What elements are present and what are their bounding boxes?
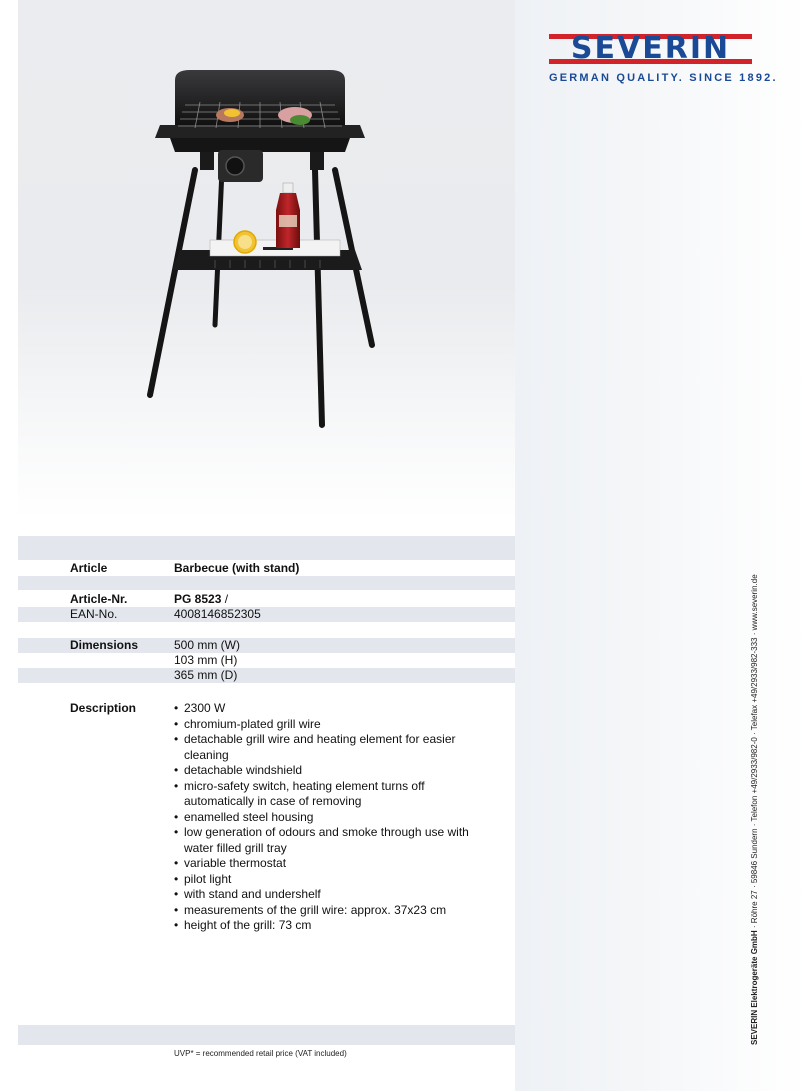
ean-label: EAN-No. <box>70 607 118 621</box>
dimension-height-row <box>18 653 515 668</box>
article-value: Barbecue (with stand) <box>174 561 300 575</box>
dimension-depth-row <box>18 668 515 683</box>
company-address: · Röhre 27 · 59846 Sundern · Telefon +49/2933/982-0 · Telefax +49/2933/982-333 · www.severin.de <box>750 574 759 931</box>
table-band <box>18 576 515 590</box>
article-row <box>18 561 515 576</box>
barbecue-product-image <box>140 70 390 450</box>
article-nr-suffix: / <box>221 592 229 606</box>
footnote: UVP* = recommended retail price (VAT included) <box>174 1049 347 1058</box>
dimension-height: 103 mm (H) <box>174 653 238 667</box>
description-item: • 2300 W <box>174 701 474 717</box>
dimension-depth: 365 mm (D) <box>174 668 238 682</box>
article-nr-value: PG 8523 <box>174 592 222 606</box>
description-item: • detachable windshield <box>174 763 474 779</box>
table-band <box>18 536 515 560</box>
article-nr-label: Article-Nr. <box>70 592 128 606</box>
dimensions-row <box>18 638 515 653</box>
article-nr-row <box>18 592 515 607</box>
table-spacer <box>18 622 515 637</box>
article-nr-value-wrap <box>174 592 228 607</box>
description-item: • enamelled steel housing <box>174 810 474 826</box>
description-item: • low generation of odours and smoke through use with water filled grill tray <box>174 825 474 856</box>
description-item: • measurements of the grill wire: approx. 37x23 cm <box>174 903 474 919</box>
logo-wordmark <box>549 30 752 68</box>
description-item: • pilot light <box>174 872 474 888</box>
logo-tagline: GERMAN QUALITY. SINCE 1892. <box>549 72 778 84</box>
severin-logo <box>549 30 778 84</box>
company-address-vertical <box>750 574 759 1045</box>
dimensions-label: Dimensions <box>70 638 139 652</box>
description-item: • height of the grill: 73 cm <box>174 918 474 934</box>
description-list <box>174 701 474 934</box>
description-item: • detachable grill wire and heating element for easier cleaning <box>174 732 474 763</box>
company-name: SEVERIN Elektrogeräte GmbH <box>750 930 759 1045</box>
description-item: • micro-safety switch, heating element turns off automatically in case of removing <box>174 779 474 810</box>
dimension-width: 500 mm (W) <box>174 638 240 652</box>
description-item: • variable thermostat <box>174 856 474 872</box>
table-band <box>18 1025 515 1045</box>
description-item: • with stand and undershelf <box>174 887 474 903</box>
ean-row <box>18 607 515 622</box>
logo-text: SEVERIN <box>570 31 731 66</box>
article-label: Article <box>70 561 108 575</box>
description-label: Description <box>70 701 137 715</box>
description-item: • chromium-plated grill wire <box>174 717 474 733</box>
ean-value: 4008146852305 <box>174 607 261 621</box>
right-panel-background <box>515 0 808 1091</box>
